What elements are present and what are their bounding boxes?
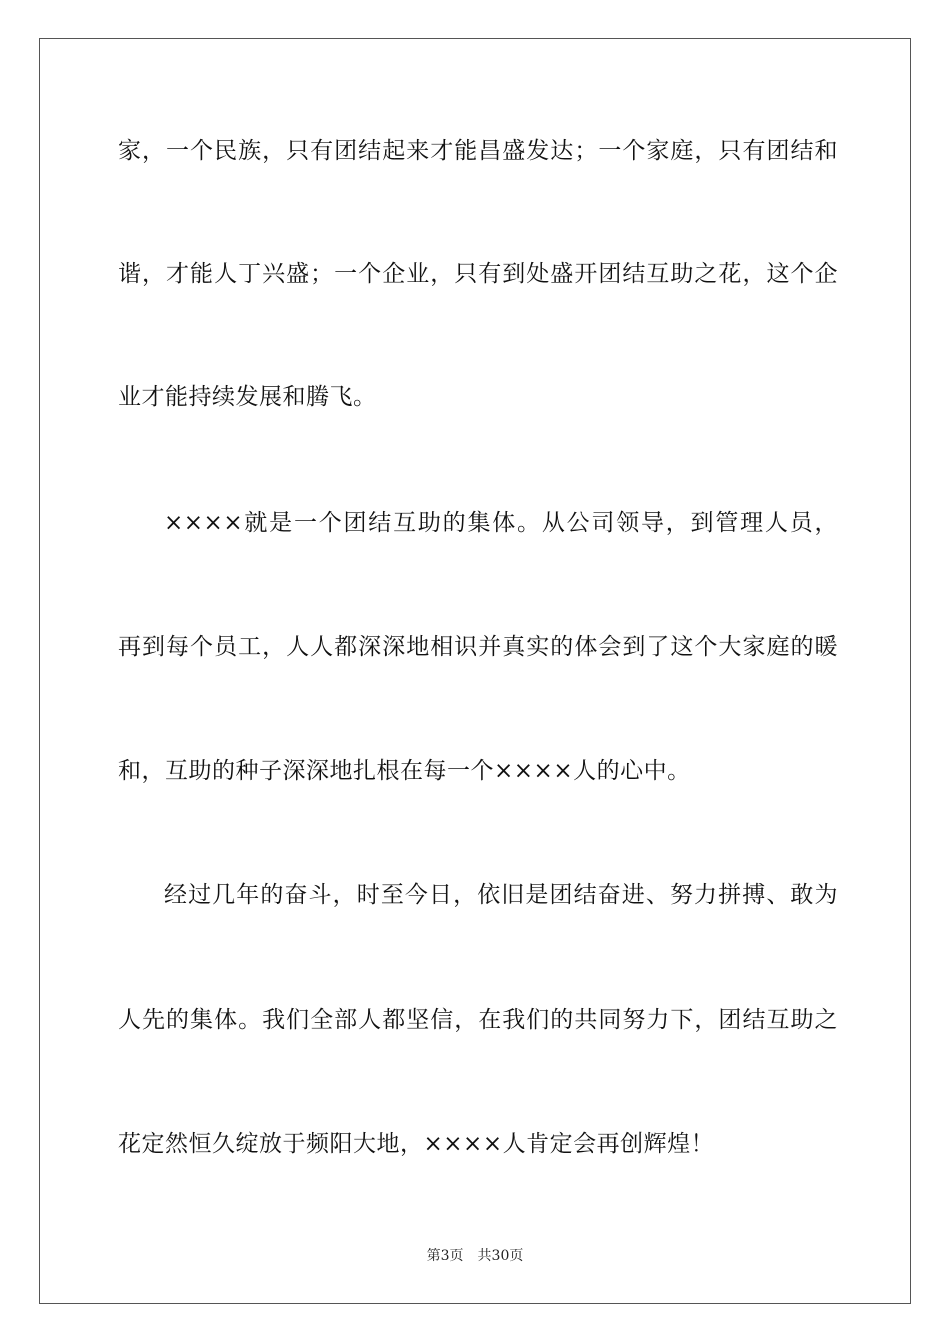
text-line-3: 业才能持续发展和腾飞。 xyxy=(118,384,377,410)
text-line-7: 经过几年的奋斗，时至今日，依旧是团结奋进、努力拼搏、敢为 xyxy=(164,882,838,908)
text-line-8: 人先的集体。我们全部人都坚信，在我们的共同努力下，团结互助之 xyxy=(118,1007,838,1033)
text-line-1: 家，一个民族，只有团结起来才能昌盛发达；一个家庭，只有团结和 xyxy=(118,138,838,164)
page-footer xyxy=(0,1247,950,1265)
page-total: 共30页 xyxy=(477,1248,524,1264)
text-line-4: ××××就是一个团结互助的集体。从公司领导，到管理人员， xyxy=(164,510,838,536)
page-number: 第3页 xyxy=(426,1248,464,1264)
text-line-2: 谐，才能人丁兴盛；一个企业，只有到处盛开团结互助之花，这个企 xyxy=(118,261,838,287)
text-line-6: 和，互助的种子深深地扎根在每一个××××人的心中。 xyxy=(118,758,691,784)
page-border xyxy=(39,38,911,1304)
text-line-5: 再到每个员工，人人都深深地相识并真实的体会到了这个大家庭的暖 xyxy=(118,634,838,660)
text-line-9: 花定然恒久绽放于频阳大地，××××人肯定会再创辉煌！ xyxy=(118,1131,715,1157)
